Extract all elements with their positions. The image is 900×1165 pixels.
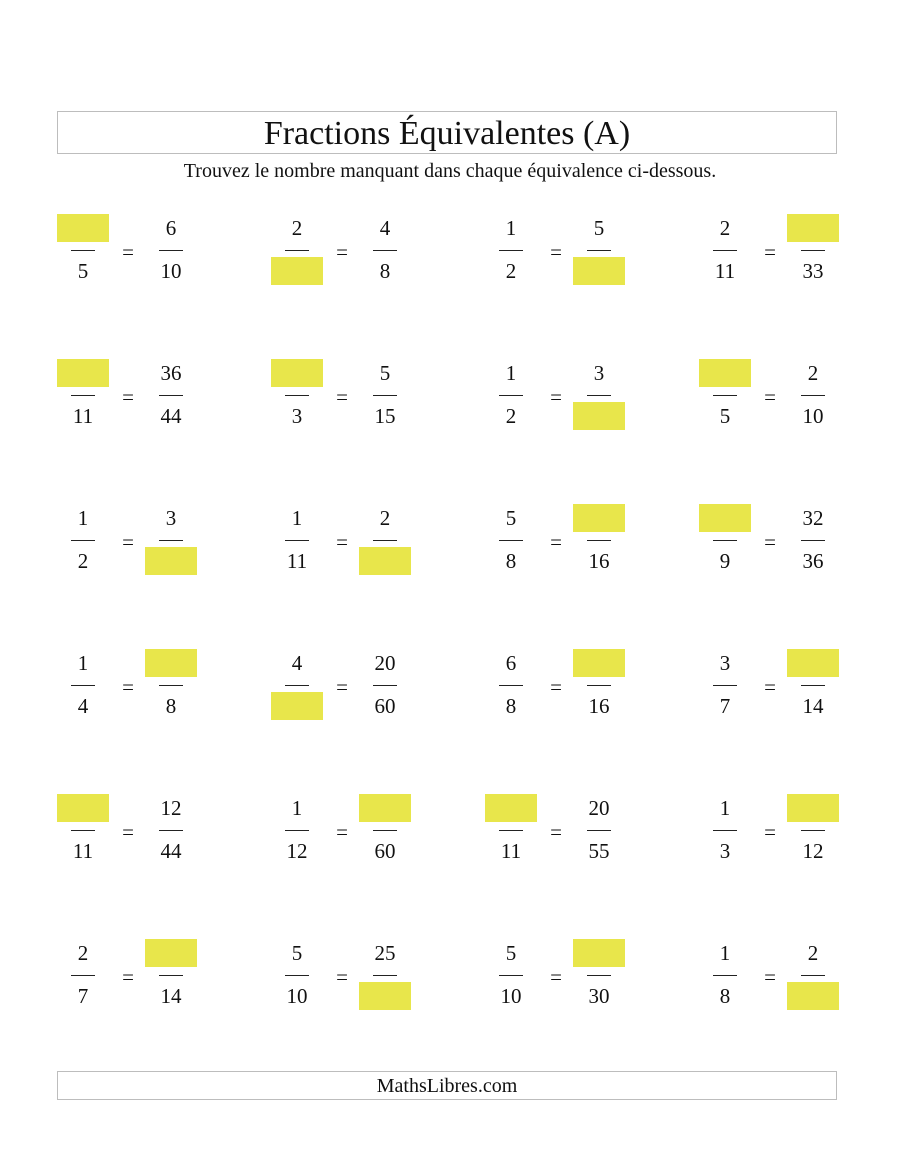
equals-sign: = xyxy=(122,240,134,264)
fraction-problem xyxy=(57,939,257,1039)
fraction-bar xyxy=(713,830,737,831)
answer-blank[interactable] xyxy=(359,547,411,575)
denominator: 10 xyxy=(286,984,308,1008)
denominator: 8 xyxy=(165,694,177,718)
fraction-bar xyxy=(499,685,523,686)
left-fraction xyxy=(271,359,323,459)
numerator: 4 xyxy=(291,651,303,675)
answer-blank[interactable] xyxy=(57,359,109,387)
denominator: 3 xyxy=(291,404,303,428)
numerator: 2 xyxy=(807,941,819,965)
right-fraction xyxy=(145,939,197,1039)
fraction-bar xyxy=(587,975,611,976)
fraction-bar xyxy=(499,250,523,251)
fraction-problem xyxy=(57,504,257,604)
right-fraction xyxy=(787,939,839,1039)
numerator: 2 xyxy=(291,216,303,240)
worksheet-title: Fractions Équivalentes (A) xyxy=(57,111,837,154)
denominator: 2 xyxy=(505,404,517,428)
fraction-bar xyxy=(587,540,611,541)
instructions: Trouvez le nombre manquant dans chaque équivalence ci-dessous. xyxy=(183,160,717,182)
denominator: 36 xyxy=(802,549,824,573)
fraction-problem xyxy=(485,649,685,749)
numerator: 1 xyxy=(77,506,89,530)
footer-site: MathsLibres.com xyxy=(57,1071,837,1100)
denominator: 10 xyxy=(160,259,182,283)
denominator: 5 xyxy=(77,259,89,283)
fraction-problem xyxy=(699,504,899,604)
answer-blank[interactable] xyxy=(573,402,625,430)
fraction-problem xyxy=(271,939,471,1039)
fraction-bar xyxy=(499,830,523,831)
fraction-bar xyxy=(801,975,825,976)
equals-sign: = xyxy=(550,820,562,844)
denominator: 8 xyxy=(719,984,731,1008)
fraction-bar xyxy=(801,540,825,541)
fraction-problem xyxy=(271,504,471,604)
left-fraction xyxy=(485,939,537,1039)
denominator: 30 xyxy=(588,984,610,1008)
left-fraction xyxy=(271,939,323,1039)
left-fraction xyxy=(57,794,109,894)
fraction-problem xyxy=(271,794,471,894)
fraction-bar xyxy=(713,540,737,541)
fraction-problem xyxy=(57,794,257,894)
answer-blank[interactable] xyxy=(145,939,197,967)
equals-sign: = xyxy=(122,530,134,554)
answer-blank[interactable] xyxy=(699,504,751,532)
denominator: 5 xyxy=(719,404,731,428)
answer-blank[interactable] xyxy=(787,982,839,1010)
equals-sign: = xyxy=(764,965,776,989)
equals-sign: = xyxy=(764,240,776,264)
numerator: 1 xyxy=(505,361,517,385)
fraction-bar xyxy=(159,395,183,396)
numerator: 12 xyxy=(160,796,182,820)
numerator: 5 xyxy=(505,506,517,530)
denominator: 8 xyxy=(379,259,391,283)
fraction-bar xyxy=(71,395,95,396)
denominator: 16 xyxy=(588,549,610,573)
fraction-problem xyxy=(271,359,471,459)
answer-blank[interactable] xyxy=(787,214,839,242)
fraction-bar xyxy=(587,395,611,396)
left-fraction xyxy=(485,649,537,749)
numerator: 5 xyxy=(593,216,605,240)
answer-blank[interactable] xyxy=(359,982,411,1010)
numerator: 4 xyxy=(379,216,391,240)
fraction-bar xyxy=(713,395,737,396)
fraction-problem xyxy=(699,939,899,1039)
numerator: 1 xyxy=(719,796,731,820)
right-fraction xyxy=(145,504,197,604)
equals-sign: = xyxy=(336,820,348,844)
numerator: 20 xyxy=(588,796,610,820)
fraction-bar xyxy=(587,830,611,831)
fraction-problem xyxy=(485,794,685,894)
denominator: 11 xyxy=(72,404,94,428)
fraction-problem xyxy=(485,504,685,604)
left-fraction xyxy=(271,504,323,604)
right-fraction xyxy=(573,214,625,314)
fraction-bar xyxy=(587,685,611,686)
left-fraction xyxy=(57,939,109,1039)
answer-blank[interactable] xyxy=(573,257,625,285)
answer-blank[interactable] xyxy=(359,794,411,822)
fraction-bar xyxy=(285,395,309,396)
fraction-bar xyxy=(71,685,95,686)
denominator: 3 xyxy=(719,839,731,863)
fraction-problem xyxy=(699,794,899,894)
right-fraction xyxy=(787,794,839,894)
numerator: 3 xyxy=(593,361,605,385)
numerator: 1 xyxy=(719,941,731,965)
answer-blank[interactable] xyxy=(57,214,109,242)
numerator: 2 xyxy=(807,361,819,385)
equals-sign: = xyxy=(550,675,562,699)
equals-sign: = xyxy=(764,385,776,409)
fraction-problem xyxy=(57,359,257,459)
fraction-bar xyxy=(499,975,523,976)
equals-sign: = xyxy=(336,675,348,699)
left-fraction xyxy=(699,504,751,604)
right-fraction xyxy=(787,214,839,314)
fraction-problem xyxy=(699,214,899,314)
right-fraction xyxy=(359,504,411,604)
left-fraction xyxy=(485,214,537,314)
denominator: 10 xyxy=(802,404,824,428)
answer-blank[interactable] xyxy=(271,257,323,285)
fraction-bar xyxy=(373,395,397,396)
denominator: 10 xyxy=(500,984,522,1008)
left-fraction xyxy=(699,794,751,894)
equals-sign: = xyxy=(336,965,348,989)
left-fraction xyxy=(485,359,537,459)
equals-sign: = xyxy=(336,530,348,554)
right-fraction xyxy=(787,359,839,459)
equals-sign: = xyxy=(122,820,134,844)
numerator: 1 xyxy=(291,796,303,820)
left-fraction xyxy=(485,794,537,894)
answer-blank[interactable] xyxy=(787,794,839,822)
right-fraction xyxy=(573,794,625,894)
right-fraction xyxy=(787,649,839,749)
right-fraction xyxy=(359,359,411,459)
fraction-bar xyxy=(159,540,183,541)
equals-sign: = xyxy=(764,675,776,699)
equals-sign: = xyxy=(122,965,134,989)
fraction-bar xyxy=(159,685,183,686)
answer-blank[interactable] xyxy=(145,649,197,677)
fraction-bar xyxy=(373,540,397,541)
numerator: 5 xyxy=(505,941,517,965)
right-fraction xyxy=(145,649,197,749)
equals-sign: = xyxy=(122,385,134,409)
left-fraction xyxy=(57,359,109,459)
answer-blank[interactable] xyxy=(573,649,625,677)
left-fraction xyxy=(271,649,323,749)
fraction-problem xyxy=(57,649,257,749)
fraction-bar xyxy=(285,540,309,541)
fraction-bar xyxy=(71,975,95,976)
equals-sign: = xyxy=(550,240,562,264)
fraction-bar xyxy=(373,830,397,831)
fraction-problem xyxy=(485,214,685,314)
equals-sign: = xyxy=(550,965,562,989)
denominator: 44 xyxy=(160,404,182,428)
answer-blank[interactable] xyxy=(145,547,197,575)
fraction-bar xyxy=(713,685,737,686)
fraction-bar xyxy=(373,975,397,976)
equals-sign: = xyxy=(764,530,776,554)
denominator: 33 xyxy=(802,259,824,283)
equals-sign: = xyxy=(764,820,776,844)
answer-blank[interactable] xyxy=(787,649,839,677)
right-fraction xyxy=(359,939,411,1039)
denominator: 44 xyxy=(160,839,182,863)
numerator: 6 xyxy=(505,651,517,675)
fraction-problem xyxy=(699,359,899,459)
denominator: 11 xyxy=(500,839,522,863)
fraction-bar xyxy=(71,250,95,251)
fraction-bar xyxy=(159,830,183,831)
left-fraction xyxy=(271,214,323,314)
fraction-bar xyxy=(285,250,309,251)
numerator: 5 xyxy=(291,941,303,965)
denominator: 8 xyxy=(505,694,517,718)
denominator: 11 xyxy=(72,839,94,863)
denominator: 4 xyxy=(77,694,89,718)
fraction-bar xyxy=(713,975,737,976)
fraction-bar xyxy=(373,685,397,686)
fraction-bar xyxy=(801,685,825,686)
denominator: 2 xyxy=(77,549,89,573)
fraction-bar xyxy=(285,685,309,686)
numerator: 3 xyxy=(165,506,177,530)
fraction-problem xyxy=(485,939,685,1039)
answer-blank[interactable] xyxy=(271,692,323,720)
equals-sign: = xyxy=(550,530,562,554)
denominator: 9 xyxy=(719,549,731,573)
denominator: 2 xyxy=(505,259,517,283)
left-fraction xyxy=(699,649,751,749)
fraction-bar xyxy=(159,250,183,251)
fraction-bar xyxy=(285,975,309,976)
left-fraction xyxy=(699,214,751,314)
numerator: 25 xyxy=(374,941,396,965)
numerator: 3 xyxy=(719,651,731,675)
fraction-bar xyxy=(285,830,309,831)
right-fraction xyxy=(145,359,197,459)
fraction-bar xyxy=(801,830,825,831)
left-fraction xyxy=(699,939,751,1039)
denominator: 7 xyxy=(77,984,89,1008)
numerator: 36 xyxy=(160,361,182,385)
right-fraction xyxy=(145,214,197,314)
fraction-bar xyxy=(71,540,95,541)
fraction-bar xyxy=(373,250,397,251)
left-fraction xyxy=(485,504,537,604)
fraction-problem xyxy=(57,214,257,314)
denominator: 60 xyxy=(374,694,396,718)
denominator: 60 xyxy=(374,839,396,863)
left-fraction xyxy=(699,359,751,459)
denominator: 7 xyxy=(719,694,731,718)
numerator: 1 xyxy=(291,506,303,530)
fraction-bar xyxy=(801,395,825,396)
left-fraction xyxy=(271,794,323,894)
numerator: 20 xyxy=(374,651,396,675)
denominator: 12 xyxy=(286,839,308,863)
numerator: 2 xyxy=(379,506,391,530)
answer-blank[interactable] xyxy=(57,794,109,822)
fraction-bar xyxy=(499,395,523,396)
right-fraction xyxy=(573,939,625,1039)
left-fraction xyxy=(57,214,109,314)
denominator: 16 xyxy=(588,694,610,718)
right-fraction xyxy=(359,794,411,894)
numerator: 1 xyxy=(77,651,89,675)
fraction-bar xyxy=(713,250,737,251)
left-fraction xyxy=(57,504,109,604)
denominator: 14 xyxy=(802,694,824,718)
denominator: 14 xyxy=(160,984,182,1008)
answer-blank[interactable] xyxy=(699,359,751,387)
answer-blank[interactable] xyxy=(573,504,625,532)
denominator: 15 xyxy=(374,404,396,428)
right-fraction xyxy=(359,649,411,749)
right-fraction xyxy=(573,649,625,749)
left-fraction xyxy=(57,649,109,749)
right-fraction xyxy=(573,504,625,604)
equals-sign: = xyxy=(122,675,134,699)
right-fraction xyxy=(359,214,411,314)
fraction-bar xyxy=(587,250,611,251)
numerator: 5 xyxy=(379,361,391,385)
equals-sign: = xyxy=(336,385,348,409)
denominator: 55 xyxy=(588,839,610,863)
fraction-problem xyxy=(271,649,471,749)
right-fraction xyxy=(787,504,839,604)
answer-blank[interactable] xyxy=(573,939,625,967)
numerator: 6 xyxy=(165,216,177,240)
denominator: 11 xyxy=(286,549,308,573)
equals-sign: = xyxy=(336,240,348,264)
equals-sign: = xyxy=(550,385,562,409)
fraction-bar xyxy=(71,830,95,831)
numerator: 2 xyxy=(77,941,89,965)
fraction-bar xyxy=(499,540,523,541)
numerator: 32 xyxy=(802,506,824,530)
denominator: 8 xyxy=(505,549,517,573)
numerator: 2 xyxy=(719,216,731,240)
right-fraction xyxy=(145,794,197,894)
fraction-bar xyxy=(801,250,825,251)
right-fraction xyxy=(573,359,625,459)
fraction-problem xyxy=(699,649,899,749)
fraction-bar xyxy=(159,975,183,976)
fraction-problem xyxy=(271,214,471,314)
numerator: 1 xyxy=(505,216,517,240)
answer-blank[interactable] xyxy=(485,794,537,822)
denominator: 11 xyxy=(714,259,736,283)
denominator: 12 xyxy=(802,839,824,863)
answer-blank[interactable] xyxy=(271,359,323,387)
fraction-problem xyxy=(485,359,685,459)
